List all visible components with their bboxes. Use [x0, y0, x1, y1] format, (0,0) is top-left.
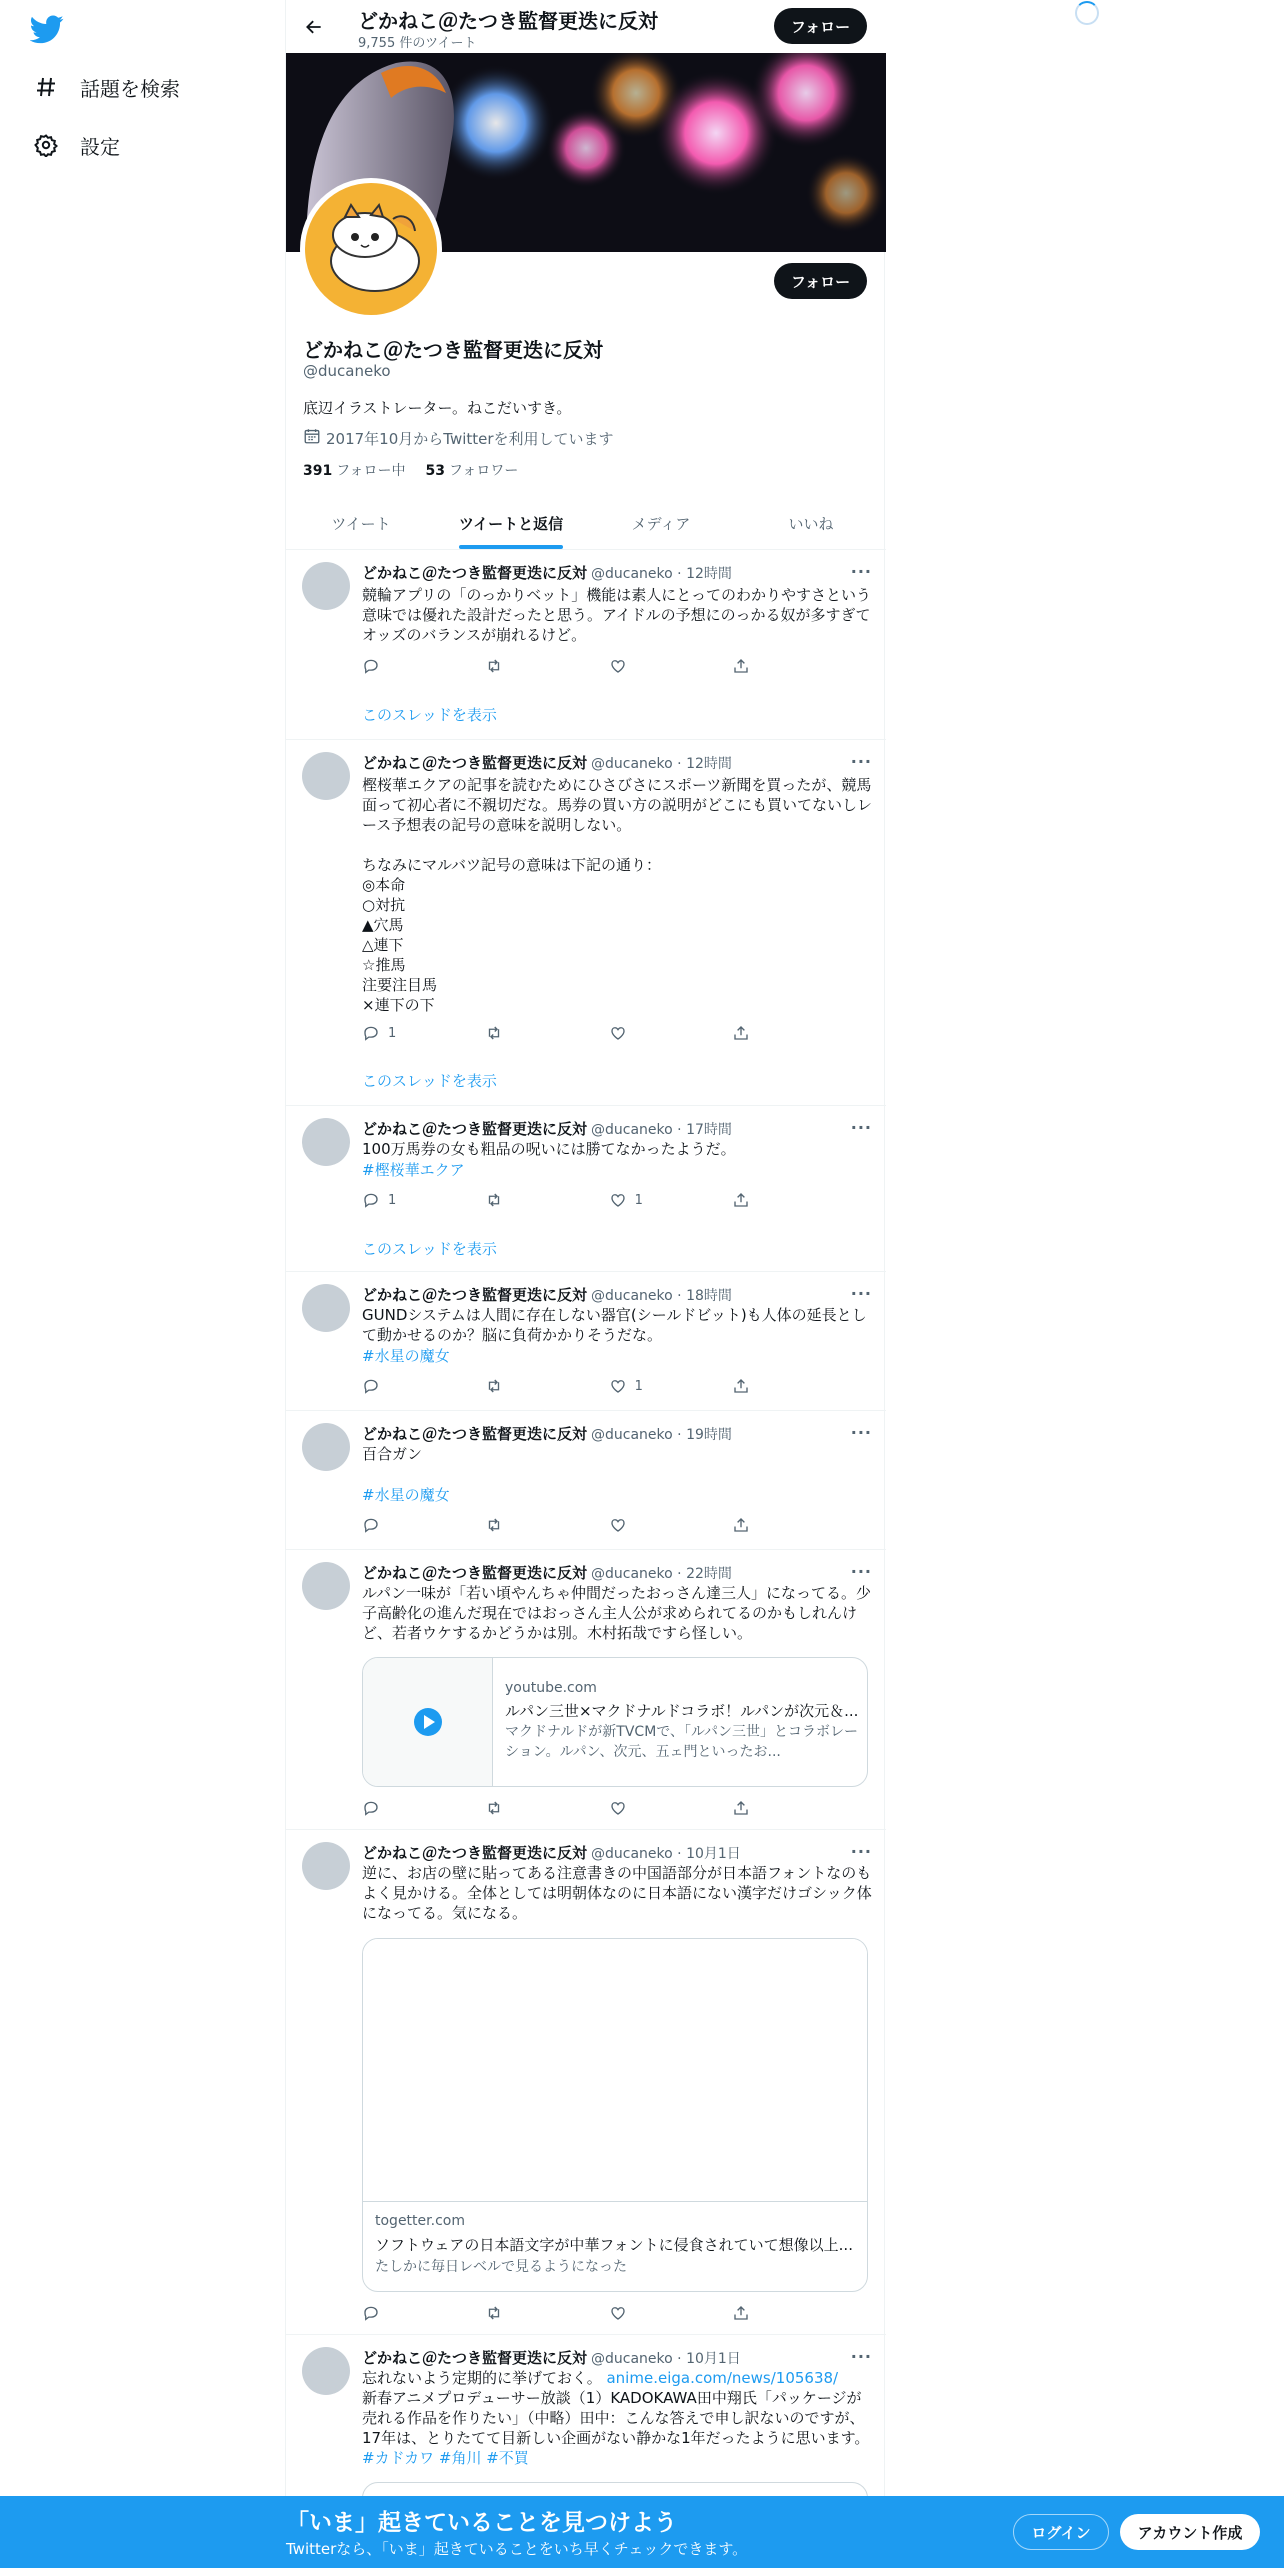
- link-card[interactable]: [362, 1657, 868, 1787]
- hashtag-icon: [32, 73, 60, 101]
- reply-button[interactable]: [362, 656, 422, 676]
- tweet-meta: @ducaneko · 18時間: [591, 1288, 732, 1304]
- calendar-icon: [303, 427, 321, 449]
- like-button[interactable]: [609, 1023, 669, 1043]
- tweet[interactable]: [286, 1272, 886, 1411]
- tweet-actions: [362, 1376, 792, 1396]
- tweet-author-name[interactable]: どかねこ＠たつき監督更迭に反対: [362, 564, 588, 582]
- tweet-author-name[interactable]: どかねこ＠たつき監督更迭に反対: [362, 754, 588, 772]
- like-button[interactable]: [609, 1190, 669, 1210]
- tab-likes[interactable]: いいね: [788, 514, 834, 533]
- card-title: ルパン三世×マクドナルドコラボ！ルパンが次元＆...: [505, 1702, 859, 1720]
- retweet-button[interactable]: [485, 2303, 545, 2323]
- heart-icon: [609, 1191, 627, 1209]
- nav-settings[interactable]: [32, 125, 120, 165]
- share-icon: [732, 657, 750, 675]
- tweet[interactable]: [286, 740, 886, 1106]
- avatar[interactable]: [302, 752, 350, 800]
- retweet-icon: [485, 657, 503, 675]
- card-title: ソフトウェアの日本語文字が中華フォントに侵食されていて想像以上...: [375, 2236, 853, 2254]
- tweet-header: [362, 2347, 741, 2368]
- hashtag-link[interactable]: #カドカワ #角川 #不買: [362, 2449, 529, 2467]
- like-button[interactable]: [609, 1798, 669, 1818]
- reply-icon: [362, 657, 380, 675]
- reply-count: 1: [388, 1025, 397, 1041]
- avatar[interactable]: [302, 562, 350, 610]
- retweet-icon: [485, 2304, 503, 2322]
- followers-link[interactable]: [426, 460, 519, 480]
- tweet-meta: @ducaneko · 17時間: [591, 1122, 732, 1138]
- retweet-button[interactable]: [485, 656, 545, 676]
- show-thread-link[interactable]: このスレッドを表示: [362, 1240, 497, 1258]
- card-description: たしかに毎日レベルで見るようになった: [375, 2259, 627, 2275]
- share-button[interactable]: [732, 1376, 792, 1396]
- tweet[interactable]: [286, 1550, 886, 1830]
- profile-bio: 底辺イラストレーター。ねこだいすき。: [303, 399, 572, 417]
- tweet-text: 100万馬券の女も粗品の呪いには勝てなかったようだ。: [362, 1140, 736, 1158]
- reply-button[interactable]: [362, 1023, 422, 1043]
- tweet-actions: [362, 2303, 792, 2323]
- more-options-icon[interactable]: ···: [850, 1284, 872, 1303]
- tweet[interactable]: [286, 1411, 886, 1550]
- following-count: 391: [303, 463, 333, 479]
- hashtag-link[interactable]: #水星の魔女: [362, 1347, 450, 1365]
- tweet-actions: [362, 1798, 792, 1818]
- like-button[interactable]: [609, 656, 669, 676]
- avatar[interactable]: [302, 1423, 350, 1471]
- followers-label: フォロワー: [449, 463, 519, 479]
- tweet-actions: [362, 656, 792, 676]
- tweet-meta: @ducaneko · 12時間: [591, 756, 732, 772]
- profile-handle: @ducaneko: [303, 362, 391, 380]
- reply-icon: [362, 1024, 380, 1042]
- reply-icon: [362, 1799, 380, 1817]
- heart-icon: [609, 657, 627, 675]
- tweet-header: [362, 1284, 732, 1305]
- share-button[interactable]: [732, 2303, 792, 2323]
- link-card[interactable]: [362, 1938, 868, 2292]
- tweet-actions: [362, 1190, 792, 1210]
- more-options-icon[interactable]: ···: [850, 752, 872, 771]
- share-button[interactable]: [732, 1515, 792, 1535]
- profile-name: どかねこ＠たつき監督更迭に反対: [303, 338, 603, 362]
- like-count: 1: [634, 1192, 643, 1208]
- reply-button[interactable]: [362, 1376, 422, 1396]
- signup-banner: [0, 2496, 1284, 2568]
- share-icon: [732, 1799, 750, 1817]
- more-options-icon[interactable]: ···: [850, 2347, 872, 2366]
- reply-button[interactable]: [362, 2303, 422, 2323]
- like-count: 1: [634, 1378, 643, 1394]
- login-button[interactable]: ログイン: [1013, 2514, 1109, 2550]
- tweet[interactable]: [286, 550, 886, 740]
- tweet-header: [362, 562, 732, 583]
- tweet[interactable]: [286, 1106, 886, 1272]
- hashtag-link[interactable]: #水星の魔女: [362, 1486, 450, 1504]
- loading-spinner-icon: [1075, 1, 1099, 25]
- tweet-text-quote: 新春アニメプロデューサー放談（1）KADOKAWA田中翔氏「パッケージが売れる作品を作りたい」（中略）田中：こんな答えで申し訳ないのですが、17年は、とりたてて目新しい企画がない静かな1年だったように思います。: [362, 2389, 870, 2447]
- retweet-icon: [485, 1024, 503, 1042]
- profile-header-bar: [286, 0, 886, 53]
- tweet-author-name[interactable]: どかねこ＠たつき監督更迭に反対: [362, 1844, 588, 1862]
- reply-icon: [362, 1377, 380, 1395]
- reply-icon: [362, 1191, 380, 1209]
- reply-button[interactable]: [362, 1798, 422, 1818]
- more-options-icon[interactable]: ···: [850, 1562, 872, 1581]
- heart-icon: [609, 1799, 627, 1817]
- tweet-author-name[interactable]: どかねこ＠たつき監督更迭に反対: [362, 1120, 588, 1138]
- tweet-meta: @ducaneko · 12時間: [591, 566, 732, 582]
- retweet-button[interactable]: [485, 1376, 545, 1396]
- share-button[interactable]: [732, 1798, 792, 1818]
- tweet-text: [362, 2368, 872, 2468]
- hashtag-link[interactable]: #樫桜華エクア: [362, 1161, 465, 1179]
- nav-explore-label: 話題を検索: [80, 76, 180, 101]
- show-thread-link[interactable]: このスレッドを表示: [362, 1072, 497, 1090]
- play-icon: [413, 1707, 443, 1737]
- reply-button[interactable]: [362, 1515, 422, 1535]
- share-button[interactable]: [732, 1190, 792, 1210]
- tweet-meta: @ducaneko · 10月1日: [591, 1846, 741, 1862]
- tweet-header: [362, 1562, 732, 1583]
- share-icon: [732, 1377, 750, 1395]
- tweet-text: 樫桜華エクアの記事を読むためにひさびさにスポーツ新聞を買ったが、競馬面って初心者に不親切だな。馬券の買い方の説明がどこにも買いてないしレース予想表の記号の意味を説明しない。 ちなみにマルバツ記号の意味は下記の通り： ◎本命 ○対抗 ▲穴馬 △連下 ☆推馬 注要注目馬 ×連下の下: [362, 776, 873, 1014]
- more-options-icon[interactable]: ···: [850, 1118, 872, 1137]
- avatar[interactable]: [302, 1118, 350, 1166]
- retweet-button[interactable]: [485, 1515, 545, 1535]
- tweet-text-intro: 忘れないよう定期的に挙げておく。: [362, 2369, 602, 2387]
- retweet-icon: [485, 1516, 503, 1534]
- share-button[interactable]: [732, 656, 792, 676]
- tweet-author-name[interactable]: どかねこ＠たつき監督更迭に反対: [362, 2349, 588, 2367]
- avatar[interactable]: [302, 1284, 350, 1332]
- tweet[interactable]: [286, 1830, 886, 2335]
- nav-settings-label: 設定: [80, 134, 120, 159]
- reply-button[interactable]: [362, 1190, 422, 1210]
- tweet-text: 百合ガン: [362, 1445, 423, 1463]
- heart-icon: [609, 1516, 627, 1534]
- tweet-actions: [362, 1515, 792, 1535]
- signup-banner-title: 「いま」起きていることを見つけよう: [286, 2510, 677, 2536]
- tweet-author-name[interactable]: どかねこ＠たつき監督更迭に反対: [362, 1564, 588, 1582]
- retweet-button[interactable]: [485, 1023, 545, 1043]
- card-domain: youtube.com: [505, 1680, 597, 1696]
- tweet-text: 競輪アプリの「のっかりベット」機能は素人にとってのわかりやすさという意味では優れた設計だったと思う。アイドルの予想にのっかる奴が多すぎてオッズのバランスが崩れるけど。: [362, 586, 871, 644]
- followers-count: 53: [425, 463, 446, 479]
- tweet-header: [362, 752, 732, 773]
- reply-icon: [362, 2304, 380, 2322]
- retweet-button[interactable]: [485, 1190, 545, 1210]
- header-tweet-count: 9,755 件のツイート: [358, 36, 477, 51]
- tab-tweets[interactable]: ツイート: [331, 514, 391, 533]
- heart-icon: [609, 1377, 627, 1395]
- profile-stats: [303, 460, 518, 480]
- following-link[interactable]: [303, 460, 406, 480]
- tweet-url-link[interactable]: anime.eiga.com/news/105638/: [606, 2369, 839, 2387]
- share-icon: [732, 1024, 750, 1042]
- header-follow-button[interactable]: フォロー: [774, 8, 867, 44]
- tweet-text: GUNDシステムは人間に存在しない器官(シールドビット)も人体の延長として動かせるのか？脳に負荷かかりそうだな。: [362, 1306, 867, 1344]
- card-domain: togetter.com: [375, 2213, 465, 2229]
- gear-icon: [32, 131, 60, 159]
- card-description: マクドナルドが新TVCMで、「ルパン三世」とコラボレーション。ルパン、次元、五ェ門といったお...: [505, 1724, 859, 1760]
- tweet-header: [362, 1842, 741, 1863]
- tweet-meta: @ducaneko · 19時間: [591, 1427, 732, 1443]
- retweet-icon: [485, 1377, 503, 1395]
- signup-banner-subtitle: Twitterなら、「いま」起きていることをいち早くチェックできます。: [286, 2540, 748, 2558]
- twitter-logo-icon[interactable]: [30, 12, 70, 46]
- tweet-header: [362, 1118, 732, 1139]
- profile-joined: [303, 427, 614, 449]
- more-options-icon[interactable]: ···: [850, 1423, 872, 1442]
- tab-media[interactable]: メディア: [631, 514, 691, 533]
- main-column: [285, 0, 885, 2568]
- tweet-text: ルパン一味が「若い頃やんちゃ仲間だったおっさん達三人」になってる。少子高齢化の進んだ現在ではおっさん主人公が求められてるのかもしれんけど、若者ウケするかどうかは別。木村拓哉ですら怪しい。: [362, 1584, 871, 1642]
- profile-follow-button[interactable]: フォロー: [774, 263, 867, 299]
- signup-button[interactable]: アカウント作成: [1120, 2514, 1260, 2550]
- tweet-meta: @ducaneko · 22時間: [591, 1566, 732, 1582]
- header-profile-name: どかねこ＠たつき監督更迭に反対: [358, 9, 658, 33]
- retweet-icon: [485, 1799, 503, 1817]
- tweet-text: 逆に、お店の壁に貼ってある注意書きの中国語部分が日本語フォントなのもよく見かける。全体としては明朝体なのに日本語にない漢字だけゴシック体になってる。気になる。: [362, 1864, 872, 1922]
- tweet-author-name[interactable]: どかねこ＠たつき監督更迭に反対: [362, 1286, 588, 1304]
- back-arrow-icon[interactable]: [300, 13, 328, 41]
- tweet-header: [362, 1423, 732, 1444]
- like-button[interactable]: [609, 1515, 669, 1535]
- like-button[interactable]: [609, 2303, 669, 2323]
- share-icon: [732, 2304, 750, 2322]
- avatar[interactable]: [302, 1842, 350, 1890]
- card-image: [363, 1939, 867, 2202]
- reply-icon: [362, 1516, 380, 1534]
- more-options-icon[interactable]: ···: [850, 562, 872, 581]
- share-button[interactable]: [732, 1023, 792, 1043]
- following-label: フォロー中: [336, 463, 406, 479]
- tweet-author-name[interactable]: どかねこ＠たつき監督更迭に反対: [362, 1425, 588, 1443]
- like-button[interactable]: [609, 1376, 669, 1396]
- avatar[interactable]: [302, 2347, 350, 2395]
- share-icon: [732, 1516, 750, 1534]
- cat-avatar-image: [305, 183, 437, 315]
- avatar[interactable]: [302, 1562, 350, 1610]
- show-thread-link[interactable]: このスレッドを表示: [362, 706, 497, 724]
- tweet-actions: [362, 1023, 792, 1043]
- heart-icon: [609, 1024, 627, 1042]
- more-options-icon[interactable]: ···: [850, 1842, 872, 1861]
- card-thumbnail: [363, 1658, 493, 1786]
- retweet-button[interactable]: [485, 1798, 545, 1818]
- reply-count: 1: [388, 1192, 397, 1208]
- profile-joined-text: 2017年10月からTwitterを利用しています: [326, 429, 614, 448]
- tweet-meta: @ducaneko · 10月1日: [591, 2351, 741, 2367]
- tab-tweets-and-replies[interactable]: ツイートと返信: [436, 497, 586, 549]
- profile-avatar[interactable]: [300, 178, 442, 320]
- retweet-icon: [485, 1191, 503, 1209]
- nav-explore[interactable]: [32, 67, 180, 107]
- heart-icon: [609, 2304, 627, 2322]
- share-icon: [732, 1191, 750, 1209]
- profile-tabs: [286, 497, 886, 550]
